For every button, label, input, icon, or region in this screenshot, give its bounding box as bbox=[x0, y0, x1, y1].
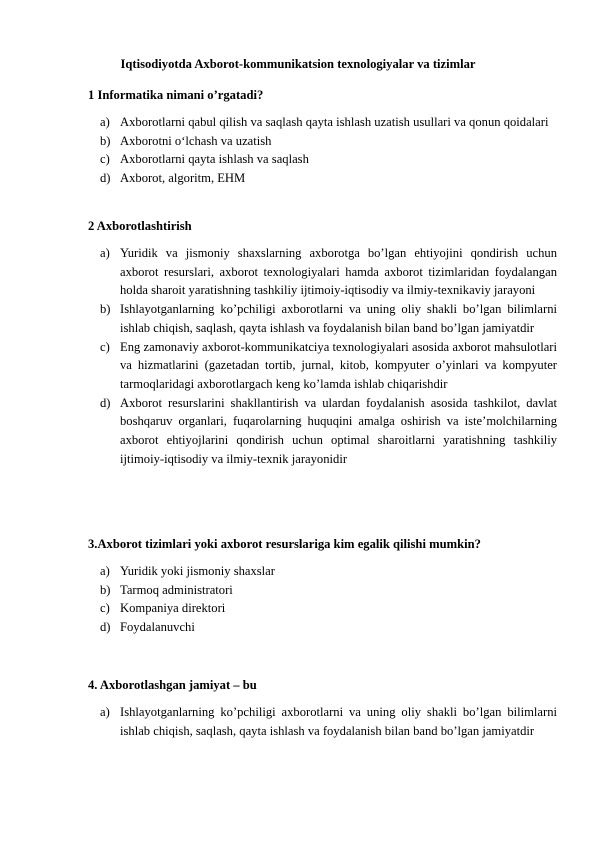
option-item bbox=[100, 581, 557, 600]
option-letter: d) bbox=[100, 620, 111, 635]
option-item bbox=[100, 244, 557, 300]
option-text: Tarmoq administratori bbox=[120, 582, 233, 597]
option-item bbox=[100, 300, 557, 337]
option-item bbox=[100, 132, 557, 151]
option-text: Axborot resurslarini shakllantirish va ulardan foydalanish asosida tashkilot, davlat boshqaruv organlari, fuqarolarning huquqini amalga oshirish va iste’molchilarning axborot ehtiyojlarini qondirish uchun optimal sharoitlarni yaratishning tashkiliy ijtimoiy-iqtisodiy va ilmiy-texnik jarayonidir bbox=[120, 395, 557, 466]
option-letter: d) bbox=[100, 171, 111, 186]
option-letter: a) bbox=[100, 705, 110, 719]
option-text: Kompaniya direktori bbox=[120, 601, 226, 616]
option-letter: b) bbox=[100, 582, 111, 597]
option-text: Ishlayotganlarning ko’pchiligi axborotlarni va uning oliy shakli bo’lgan bilimlarni ishlab chiqish, saqlash, qayta ishlash va foydalanish bilan band bo’lgan jamiyatdir bbox=[120, 302, 557, 335]
option-item bbox=[100, 562, 557, 581]
question-3-options bbox=[100, 562, 557, 637]
option-item bbox=[100, 150, 557, 169]
option-letter: b) bbox=[100, 302, 111, 317]
question-2-heading: 2 Axborotlashtirish bbox=[88, 219, 192, 233]
option-letter: c) bbox=[100, 152, 110, 167]
option-text: Axborot, algoritm, EHM bbox=[120, 171, 246, 186]
option-letter: d) bbox=[100, 395, 111, 410]
option-letter: b) bbox=[100, 133, 111, 148]
option-text: Ishlayotganlarning ko’pchiligi axborotlarni va uning oliy shakli bo’lgan bilimlarni ishlab chiqish, saqlash, qayta ishlash va foydalanish bilan band bo’lgan jamiyatdir bbox=[120, 705, 557, 738]
option-text: Yuridik va jismoniy shaxslarning axborotga bo’lgan ehtiyojini qondirish uchun axborot resurslari, axborot texnologiyalari hamda axborot tizimlaridan foydalangan holda sharoit yaratishning tashkiliy ijtimoiy-iqtisodiy va ilmiy-texnikaviy jarayoni bbox=[120, 246, 557, 298]
option-item bbox=[100, 113, 557, 132]
document-title: Iqtisodiyotda Axborot-kommunikatsion texnologiyalar va tizimlar bbox=[120, 57, 476, 71]
question-2-options bbox=[100, 244, 557, 468]
question-4-options bbox=[100, 703, 557, 740]
question-3-heading: 3.Axborot tizimlari yoki axborot resurslariga kim egalik qilishi mumkin? bbox=[88, 537, 481, 551]
option-text: Axborotni o‘lchash va uzatish bbox=[120, 133, 272, 148]
option-text: Eng zamonaviy axborot-kommunikatciya texnologiyalari asosida axborot mahsulotlari va hizmatlarini (gazetadan tortib, jurnal, kitob, kompyuter o’yinlari va kompyuter tarmoqlaridagi axborotlargach keng ko’lamda ishlab chiqarishdir bbox=[120, 339, 557, 391]
option-item bbox=[100, 599, 557, 618]
option-text: Foydalanuvchi bbox=[120, 620, 195, 635]
option-item bbox=[100, 394, 557, 469]
option-text: Axborotlarni qabul qilish va saqlash qayta ishlash uzatish usullari va qonun qoidalari bbox=[120, 115, 549, 129]
option-text: Yuridik yoki jismoniy shaxslar bbox=[120, 564, 275, 578]
option-letter: c) bbox=[100, 601, 110, 616]
option-letter: c) bbox=[100, 339, 110, 354]
option-item bbox=[100, 703, 557, 740]
option-letter: a) bbox=[100, 115, 110, 129]
option-item bbox=[100, 169, 557, 188]
question-1-heading: 1 Informatika nimani o’rgatadi? bbox=[88, 88, 264, 102]
option-text: Axborotlarni qayta ishlash va saqlash bbox=[120, 152, 309, 167]
option-letter: a) bbox=[100, 246, 110, 260]
question-1-options bbox=[100, 113, 557, 188]
option-letter: a) bbox=[100, 564, 110, 578]
option-item bbox=[100, 338, 557, 394]
option-item bbox=[100, 618, 557, 637]
question-4-heading: 4. Axborotlashgan jamiyat – bu bbox=[88, 678, 257, 692]
